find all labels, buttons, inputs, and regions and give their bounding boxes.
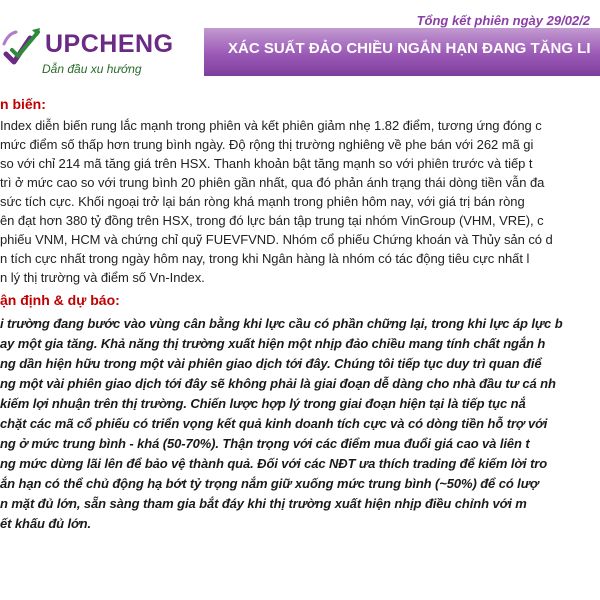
- title-banner: [204, 28, 600, 76]
- market-line: n tích cực nhất trong ngày hôm nay, trong khi Ngân hàng là nhóm có tác động tiêu cực nhất l: [0, 251, 530, 266]
- forecast-line: ng dần hiện hữu trong một vài phiên giao dịch tới đây. Chúng tôi tiếp tục duy trì quan điể: [0, 356, 542, 371]
- market-line: mức điểm số thấp hơn trung bình ngày. Độ rộng thị trường nghiêng về phe bán với 262 mã gi: [0, 137, 534, 152]
- market-line: trì ở mức cao so với trung bình 20 phiên gần nhất, qua đó phản ánh trạng thái dòng tiền vẫn đa: [0, 175, 545, 190]
- forecast-line: ng một vài phiên giao dịch tới đây sẽ không phải là giai đoạn dễ dàng cho nhà đầu tư cá nh: [0, 376, 556, 391]
- forecast-line: n mặt đủ lớn, sẵn sàng tham gia bắt đáy khi thị trường xuất hiện nhịp điều chỉnh với m: [0, 496, 527, 511]
- section-heading-forecast: ận định & dự báo:: [0, 292, 120, 308]
- market-line: phiếu VNM, HCM và chứng chỉ quỹ FUEVFVND. Nhóm cổ phiếu Chứng khoán và Thủy sản có d: [0, 232, 553, 247]
- forecast-line: ng ở mức trung bình - khá (50-70%). Thận trọng với các điểm mua đuổi giá cao và liên t: [0, 436, 530, 451]
- brand-tagline: Dẫn đầu xu hướng: [42, 62, 142, 76]
- forecast-line: ng mức dừng lãi lên để bảo vệ thành quả. Đối với các NĐT ưa thích trading để kiếm lời tro: [0, 456, 548, 471]
- upcheng-logo-icon: [2, 24, 46, 68]
- market-line: so với chỉ 214 mã tăng giá trên HSX. Thanh khoản bật tăng mạnh so với phiên trước và tiếp t: [0, 156, 533, 171]
- report-header: [0, 0, 600, 90]
- section-heading-market: n biến:: [0, 96, 46, 112]
- market-line: Index diễn biến rung lắc mạnh trong phiên và kết phiên giảm nhẹ 1.82 điểm, tương ứng đóng c: [0, 118, 542, 133]
- report-body: [0, 92, 600, 600]
- upcheng-logo: [0, 20, 200, 80]
- market-line: ên đạt hơn 380 tỷ đồng trên HSX, trong đó lực bán tập trung tại nhóm VinGroup (VHM, VRE), c: [0, 213, 544, 228]
- forecast-line: kiếm lợi nhuận trên thị trường. Chiến lược hợp lý trong giai đoạn hiện tại là tiếp tục nắ: [0, 396, 526, 411]
- session-date: Tổng kết phiên ngày 29/02/2: [416, 13, 590, 28]
- forecast-line: ết khấu đủ lớn.: [0, 516, 92, 531]
- report-title: XÁC SUẤT ĐẢO CHIỀU NGẮN HẠN ĐANG TĂNG LI: [228, 40, 591, 57]
- market-line: sức tích cực. Khối ngoại trở lại bán ròng khá mạnh trong phiên hôm nay, với giá trị bán ròng: [0, 194, 525, 209]
- brand-name: UPCHENG: [45, 30, 174, 58]
- forecast-line: i trường đang bước vào vùng cân bằng khi lực cầu có phần chững lại, trong khi lực áp lực b: [0, 316, 563, 331]
- forecast-line: chặt các mã cổ phiếu có triển vọng kết quả kinh doanh tích cực và có dòng tiền hỗ trợ với: [0, 416, 548, 431]
- forecast-line: ay một gia tăng. Khả năng thị trường xuất hiện một nhịp đảo chiều mang tính chất ngắn h: [0, 336, 546, 351]
- market-line: n lý thị trường và điểm số Vn-Index.: [0, 270, 205, 285]
- forecast-line: ắn hạn có thể chủ động hạ bớt tỷ trọng nắm giữ xuống mức trung bình (~50%) để có lượ: [0, 476, 539, 491]
